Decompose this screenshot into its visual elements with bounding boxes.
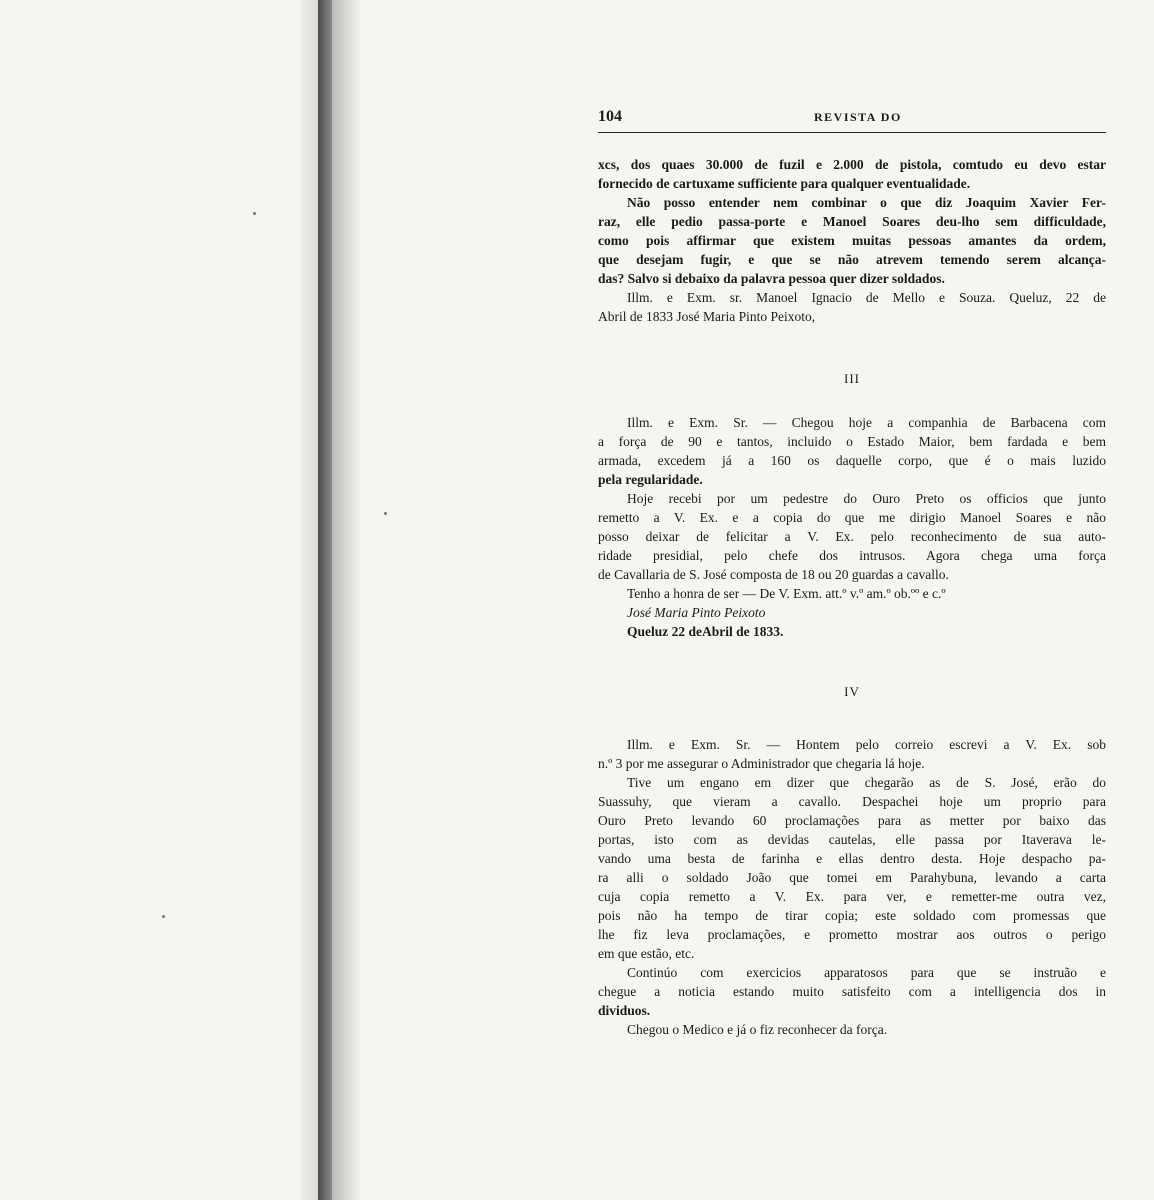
text-line: Illm. e Exm. sr. Manoel Ignacio de Mello e Souza. Queluz, 22 de [627,290,1106,305]
scan-speck [162,915,165,918]
text-line: ridade presidial, pelo chefe dos intrusos. Agora chega uma força [598,548,1106,563]
text-line: Continúo com exercicios apparatosos para que se instruão e [627,965,1106,980]
binding-shadow [318,0,332,1200]
text-line: chegue a noticia estando muito satisfeito com a intelligencia dos in [598,984,1106,999]
text-line: Hoje recebi por um pedestre do Ouro Preto os officios que junto [627,491,1106,506]
signature-line: José Maria Pinto Peixoto [627,605,766,620]
page-header [598,108,1106,128]
text-line: portas, isto com as devidas cautelas, elle passa por Itaverava le- [598,832,1106,847]
text-line: posso deixar de felicitar a V. Ex. pelo reconhecimento de sua auto- [598,529,1106,544]
text-line: a força de 90 e tantos, incluido o Estado Maior, bem fardada e bem [598,434,1106,449]
text-line: pela regularidade. [598,472,703,487]
text-line: Não posso entender nem combinar o que diz Joaquim Xavier Fer- [627,195,1106,210]
text-line: de Cavallaria de S. José composta de 18 ou 20 guardas a cavallo. [598,567,949,582]
text-line: raz, elle pedio passa-porte e Manoel Soares deu-lho sem difficuldade, [598,214,1106,229]
section-heading-iv: IV [844,684,860,699]
page-number: 104 [598,108,622,125]
text-line: Abril de 1833 José Maria Pinto Peixoto, [598,309,816,324]
text-line: Chegou o Medico e já o fiz reconhecer da força. [627,1022,888,1037]
text-line: Tive um engano em dizer que chegarão as de S. José, erão do [627,775,1106,790]
text-line: Ouro Preto levando 60 proclamações para as metter por baixo das [598,813,1106,828]
text-line: das? Salvo si debaixo da palavra pessoa quer dizer soldados. [598,271,945,286]
text-line: vando uma besta de farinha e ellas dentro desta. Hoje despacho pa- [598,851,1106,866]
text-line: Illm. e Exm. Sr. — Hontem pelo correio escrevi a V. Ex. sob [627,737,1106,752]
text-line: Tenho a honra de ser — De V. Exm. att.º v.º am.º ob.ºº e c.º [627,586,946,601]
running-title: REVISTA DO [814,110,902,124]
header-rule [598,132,1106,133]
letter-iv [598,735,1106,1039]
text-line: ra alli o soldado João que tomei em Parahybuna, levando a carta [598,870,1106,885]
text-line: xcs, dos quaes 30.000 de fuzil e 2.000 de pistola, comtudo eu devo estar [598,157,1106,172]
text-line: fornecido de cartuxame sufficiente para qualquer eventualidade. [598,176,971,191]
letter-iii [598,413,1106,641]
text-line: cuja copia remetto a V. Ex. para ver, e remetter-me outra vez, [598,889,1106,904]
text-line: como pois affirmar que existem muitas pessoas amantes da ordem, [598,233,1106,248]
text-line: Illm. e Exm. Sr. — Chegou hoje a companhia de Barbacena com [627,415,1106,430]
scan-speck [253,212,256,215]
text-line: pois não ha tempo de tirar copia; este soldado com promessas que [598,908,1106,923]
text-line: dividuos. [598,1003,651,1018]
section-heading-iii: III [844,371,860,386]
binding-shadow-light [300,0,318,1200]
text-line: em que estão, etc. [598,946,695,961]
text-line: que desejam fugir, e que se não atrevem temendo serem alcança- [598,252,1106,267]
text-line: Suassuhy, que vieram a cavallo. Despachei hoje um proprio para [598,794,1106,809]
date-line: Queluz 22 deAbril de 1833. [627,624,784,639]
letter-continuation [598,155,1106,326]
text-line: remetto a V. Ex. e a copia do que me dirigio Manoel Soares e não [598,510,1106,525]
text-line: lhe fiz leva proclamações, e prometto mostrar aos outros o perigo [598,927,1106,942]
text-line: n.º 3 por me assegurar o Administrador que chegaria lá hoje. [598,756,925,771]
binding-fade [332,0,362,1200]
text-line: armada, excedem já a 160 os daquelle corpo, que é o mais luzido [598,453,1106,468]
scan-speck [384,512,387,515]
